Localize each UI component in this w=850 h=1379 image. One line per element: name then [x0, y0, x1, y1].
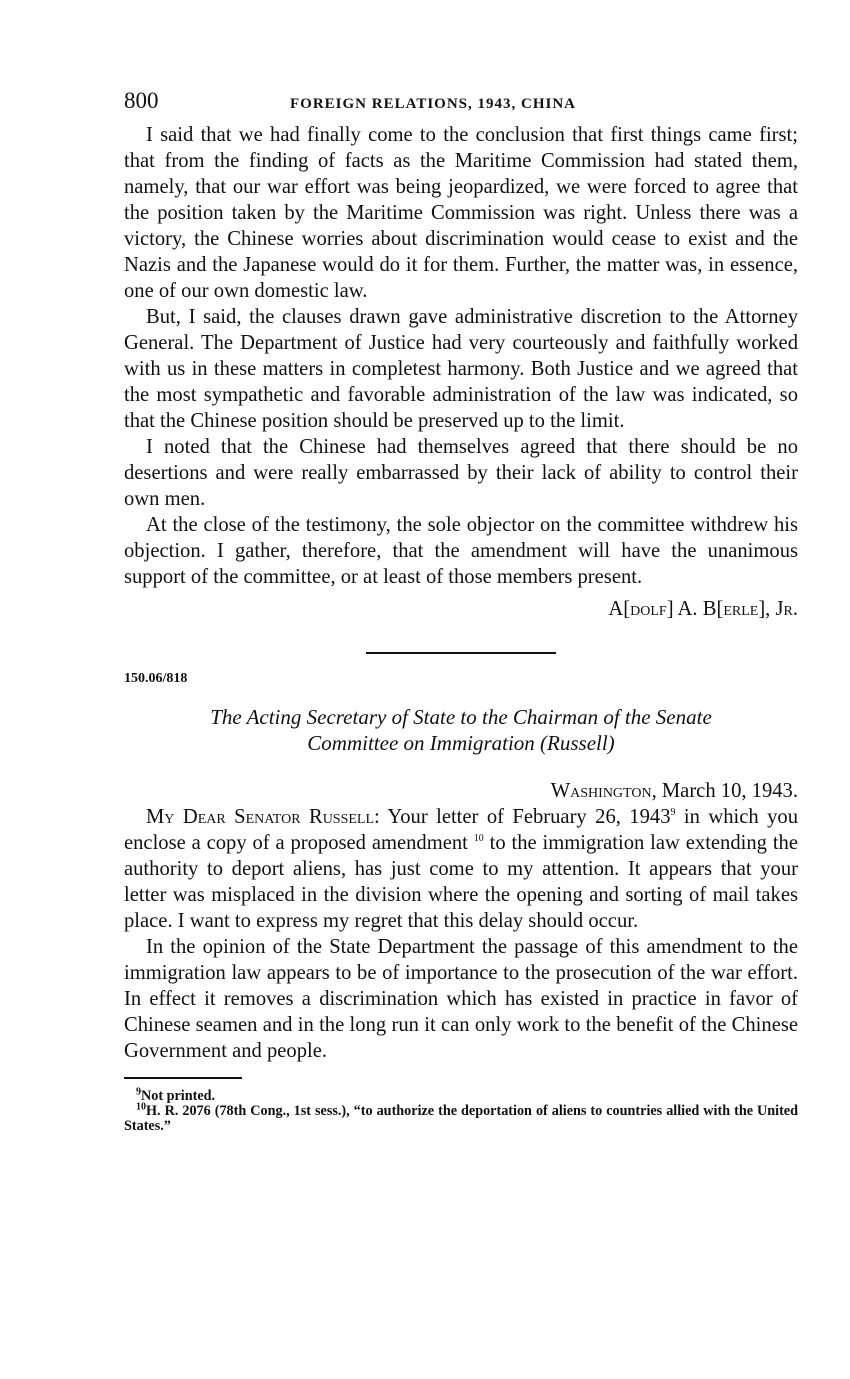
document-title-line: The Acting Secretary of State to the Chairman of the Senate	[210, 705, 712, 729]
signature-part: ], J	[758, 598, 784, 620]
page-header	[124, 88, 798, 122]
memo-paragraph: I said that we had finally come to the conclusion that first things came first; that from the finding of facts as the Maritime Commission had stated them, namely, that our war effort was being jeopardized, we were forced to agree that the position taken by the Maritime Commission was right. Unless there was a victory, the Chinese worries about discrimination would cease to exist and the Nazis and the Japanese would do it for them. Further, the matter was, in essence, one of our own domestic law.	[124, 124, 798, 302]
letter-paragraph	[124, 804, 798, 934]
page-number: 800	[124, 88, 159, 113]
running-head: FOREIGN RELATIONS, 1943, CHINA	[290, 96, 577, 112]
memo-paragraph: At the close of the testimony, the sole objector on the committee withdrew his objection. I gather, therefore, that the amendment will have the unanimous support of the committee, or at least of those members present.	[124, 514, 798, 588]
footnote	[124, 1086, 798, 1104]
letter-text: Your letter of February 26, 1943	[387, 806, 671, 828]
dateline-place: Washington,	[550, 780, 657, 802]
memo-paragraph: But, I said, the clauses drawn gave administrative discretion to the Attorney General. The Department of Justice had very courteously and faithfully worked with us in these matters in completest harmony. Both Justice and we agreed that the most sympathetic and favorable administration of the law was indicated, so that the Chinese position should be preserved up to the limit.	[124, 306, 798, 432]
footnote-text: H. R. 2076 (78th Cong., 1st sess.), “to authorize the deportation of aliens to countries allied with the United States.”	[124, 1103, 798, 1134]
footnote-ref: 10	[473, 833, 484, 845]
signature-part: dolf	[630, 598, 667, 620]
letter-text: in which you enclose a copy of a proposed amendment	[124, 806, 798, 854]
memo-body	[124, 122, 798, 590]
letter-body	[124, 804, 798, 1064]
signature	[124, 596, 798, 622]
document-title-line: Committee on Immigration (Russell)	[307, 731, 615, 755]
memo-paragraph: I noted that the Chinese had themselves agreed that there should be no desertions and were really embarrassed by their lack of ability to control their own men.	[124, 436, 798, 510]
salutation: My Dear Senator Russell:	[146, 806, 380, 828]
footnote-ref: 9	[670, 807, 676, 819]
dateline-date: March 10, 1943.	[661, 780, 798, 802]
footnote-rule	[124, 1077, 242, 1079]
signature-part: erle	[723, 598, 759, 620]
footnote-mark: 9	[136, 1086, 141, 1098]
footnote	[124, 1101, 798, 1134]
file-number: 150.06/818	[124, 671, 188, 686]
signature-part: A[	[608, 598, 631, 620]
signature-part: r.	[783, 598, 798, 620]
letter-paragraph: In the opinion of the State Department the passage of this amendment to the immigration law appears to be of importance to the prosecution of the war effort. In effect it removes a discrimination which has existed in practice in favor of Chinese seamen and in the long run it can only work to the benefit of the Chinese Government and people.	[124, 936, 798, 1062]
section-divider	[366, 652, 556, 654]
dateline	[124, 778, 798, 804]
letter-text: to the immigration law extending the authority to deport aliens, has just come to my attention. It appears that your letter was misplaced in the division where the opening and sorting of mail takes place. I want to express my regret that this delay should occur.	[124, 832, 798, 932]
signature-part: ] A. B[	[666, 598, 724, 620]
footnote-mark: 10	[136, 1101, 146, 1113]
footnote-text: Not printed.	[141, 1088, 216, 1104]
document-page	[124, 88, 798, 1134]
document-title	[124, 704, 798, 756]
footnotes	[124, 1086, 798, 1134]
